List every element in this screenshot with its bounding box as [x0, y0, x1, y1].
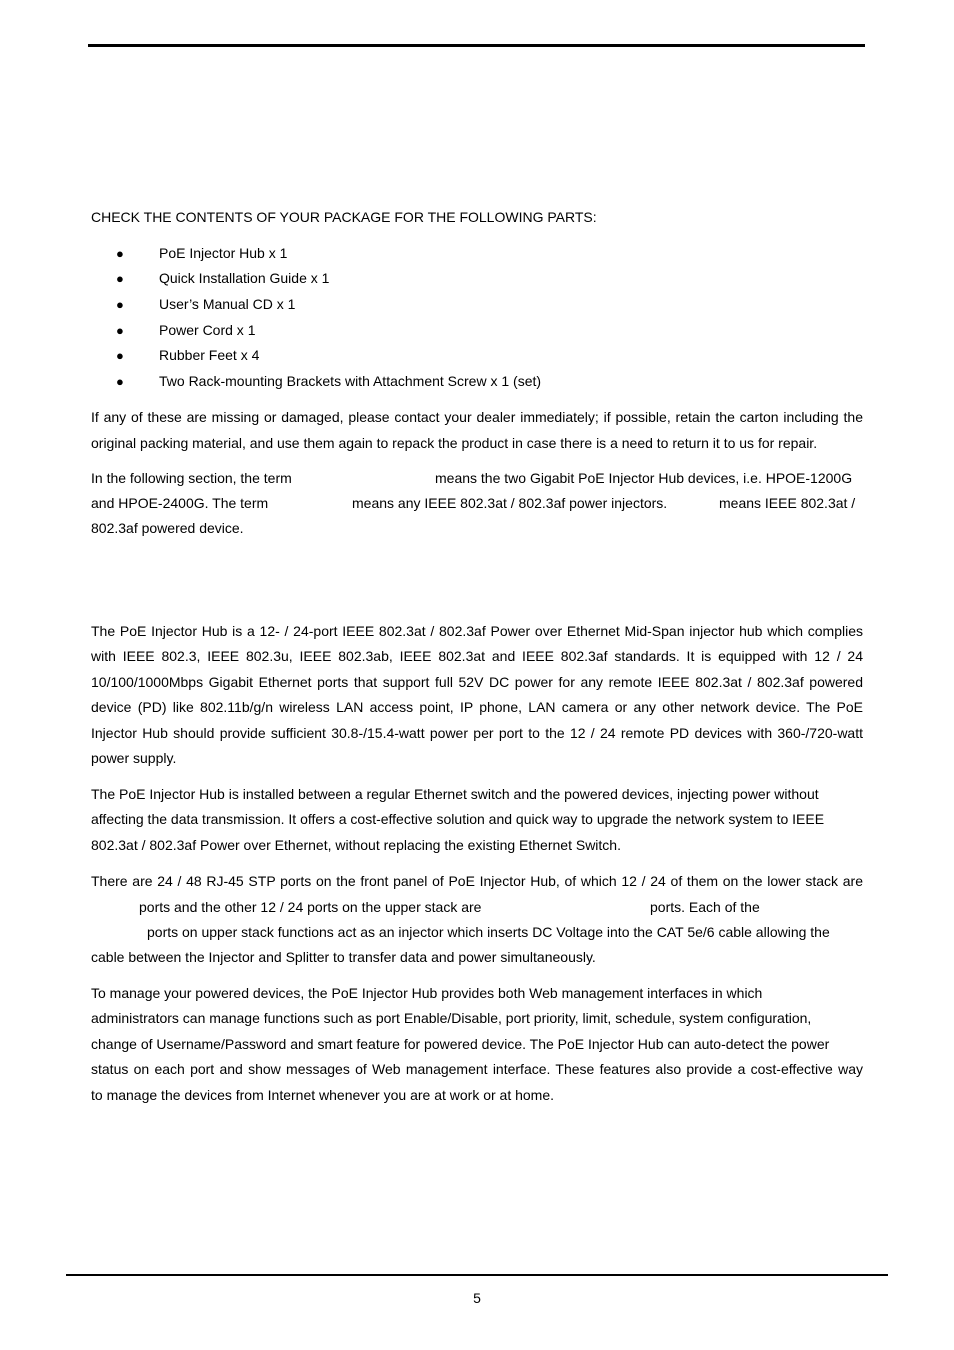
package-heading: CHECK THE CONTENTS OF YOUR PACKAGE FOR THE FOLLOWING PARTS:: [91, 209, 597, 225]
paragraph-line: Injector Hub should provide sufficient 30.8-/15.4-watt power per port to the 12 / 24 remote PD devices with 360-/720-watt: [91, 725, 863, 741]
list-item: PoE Injector Hub x 1: [159, 245, 288, 261]
paragraph-fragment: 802.3af powered device.: [91, 520, 244, 536]
bullet-icon: ●: [116, 323, 124, 338]
paragraph-line: with IEEE 802.3, IEEE 802.3u, IEEE 802.3ab, IEEE 802.3at and IEEE 802.3af standards. It is equipped with 12 / 24: [91, 648, 863, 664]
paragraph-fragment: means the two Gigabit PoE Injector Hub devices, i.e. HPOE-1200G: [435, 470, 853, 486]
paragraph-line: 802.3at / 802.3af Power over Ethernet, without replacing the existing Ethernet Switch.: [91, 837, 621, 853]
page-number: 5: [473, 1290, 481, 1306]
paragraph-line: cable between the Injector and Splitter to transfer data and power simultaneously.: [91, 949, 596, 965]
paragraph-line: power supply.: [91, 750, 177, 766]
paragraph-line: The PoE Injector Hub is a 12- / 24-port IEEE 802.3at / 802.3af Power over Ethernet Mid-Span injector hub which complies: [91, 623, 863, 639]
bullet-icon: ●: [116, 348, 124, 363]
paragraph-fragment: ports and the other 12 / 24 ports on the upper stack are: [139, 899, 482, 915]
paragraph-fragment: means any IEEE 802.3at / 802.3af power injectors.: [352, 495, 668, 511]
paragraph-line: status on each port and show messages of Web management interface. These features also provide a cost-effective way: [91, 1061, 863, 1077]
paragraph-fragment: ports. Each of the: [650, 899, 760, 915]
bullet-icon: ●: [116, 297, 124, 312]
list-item: Two Rack-mounting Brackets with Attachment Screw x 1 (set): [159, 373, 542, 389]
paragraph-line: administrators can manage functions such as port Enable/Disable, port priority, limit, schedule, system configuration,: [91, 1010, 812, 1026]
footer-rule: [66, 1274, 888, 1276]
paragraph-line: original packing material, and use them again to repack the product in case there is a need to return it to us for repair.: [91, 435, 818, 451]
paragraph-line: to manage the devices from Internet whenever you are at work or at home.: [91, 1087, 555, 1103]
header-rule: [88, 44, 865, 47]
paragraph-line: change of Username/Password and smart feature for powered device. The PoE Injector Hub can auto-detect the power: [91, 1036, 830, 1052]
paragraph-line: device (PD) like 802.11b/g/n wireless LAN access point, IP phone, LAN camera or any other network device. The PoE: [91, 699, 863, 715]
paragraph-line: To manage your powered devices, the PoE Injector Hub provides both Web management interfaces in which: [91, 985, 763, 1001]
paragraph-line: There are 24 / 48 RJ-45 STP ports on the front panel of PoE Injector Hub, of which 12 / 24 of them on the lower stack are: [91, 873, 863, 889]
paragraph-fragment: ports on upper stack functions act as an injector which inserts DC Voltage into the CAT 5e/6 cable allowing the: [147, 924, 830, 940]
paragraph-line: If any of these are missing or damaged, please contact your dealer immediately; if possible, retain the carton including the: [91, 409, 863, 425]
list-item: User’s Manual CD x 1: [159, 296, 296, 312]
paragraph-line: affecting the data transmission. It offers a cost-effective solution and quick way to upgrade the network system to IEEE: [91, 811, 825, 827]
list-item: Power Cord x 1: [159, 322, 256, 338]
paragraph-fragment: means IEEE 802.3at /: [719, 495, 856, 511]
paragraph-fragment: In the following section, the term: [91, 470, 292, 486]
paragraph-line: 10/100/1000Mbps Gigabit Ethernet ports that support full 52V DC power for any remote IEEE 802.3at / 802.3af powered: [91, 674, 863, 690]
bullet-icon: ●: [116, 246, 124, 261]
list-item: Quick Installation Guide x 1: [159, 270, 330, 286]
bullet-icon: ●: [116, 271, 124, 286]
bullet-icon: ●: [116, 374, 124, 389]
paragraph-line: The PoE Injector Hub is installed between a regular Ethernet switch and the powered devices, injecting power without: [91, 786, 819, 802]
list-item: Rubber Feet x 4: [159, 347, 260, 363]
paragraph-fragment: and HPOE-2400G. The term: [91, 495, 269, 511]
